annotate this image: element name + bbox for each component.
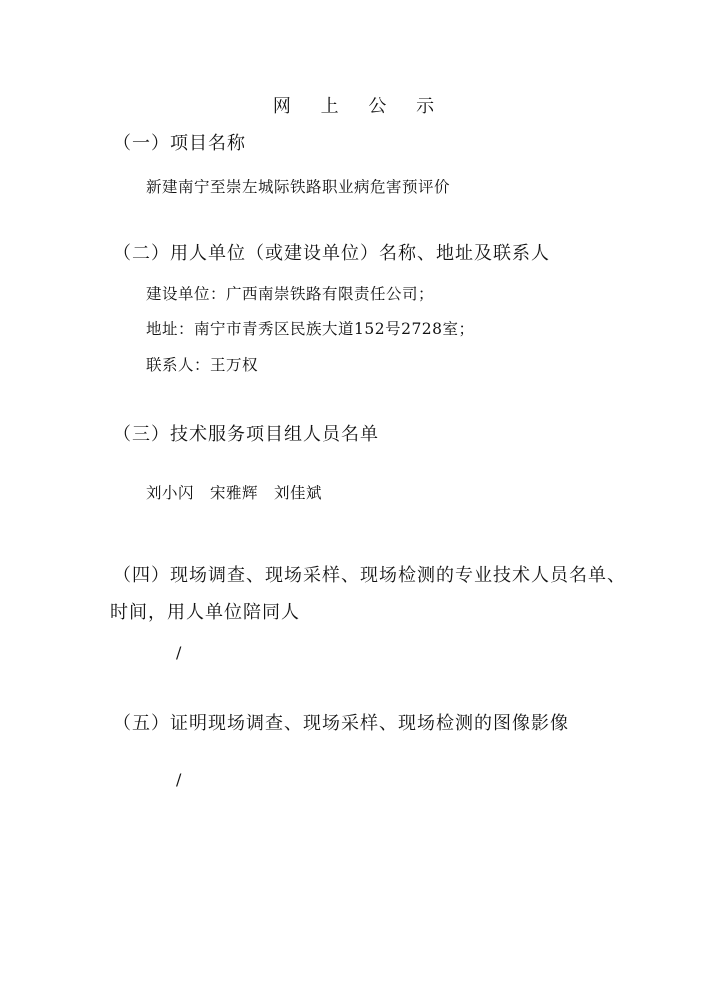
project-name: 新建南宁至崇左城际铁路职业病危害预评价 [146,178,451,196]
contact-person: 联系人：王万权 [146,356,259,374]
section2-heading: （二）用人单位（或建设单位）名称、地址及联系人 [113,243,550,264]
section5-content: / [176,770,182,789]
team-members: 刘小闪 宋雅辉 刘佳斌 [146,484,323,502]
unit-address: 地址：南宁市青秀区民族大道152号2728室； [146,320,475,338]
section4-heading-line1: （四）现场调查、现场采样、现场检测的专业技术人员名单、 [113,565,626,586]
section1-heading: （一）项目名称 [113,133,246,154]
section4-heading-line2: 时间，用人单位陪同人 [110,602,300,623]
section4-content: / [176,643,182,662]
page-title: 网 上 公 示 [272,96,447,117]
construction-unit: 建设单位：广西南崇铁路有限责任公司； [146,285,435,303]
section5-heading: （五）证明现场调查、现场采样、现场检测的图像影像 [113,713,569,734]
section3-heading: （三）技术服务项目组人员名单 [113,424,379,445]
